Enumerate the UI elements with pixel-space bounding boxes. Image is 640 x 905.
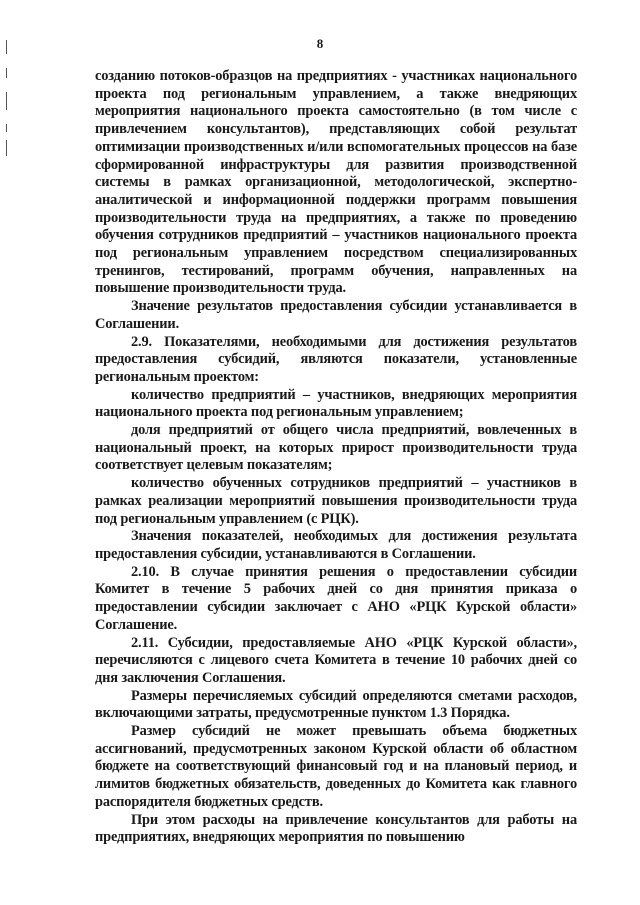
paragraph-result-value: Значение результатов предоставления субсидии устанавливается в Соглашении. <box>95 298 577 332</box>
paragraph-2-11: 2.11. Субсидии, предоставляемые АНО «РЦК Курской области», перечисляются с лицевого счета Комитета в течение 10 рабочих дней со дня заключения Соглашения. <box>95 634 577 686</box>
paragraph-subsidy-limit: Размер субсидий не может превышать объема бюджетных ассигнований, предусмотренных законом Курской области об областном бюджете на соответствующий финансовый год и на плановый период, и лимитов бюджетных обязательств, доведенных до Комитета как главного распорядителя бюджетных средств. <box>95 723 577 810</box>
paragraph-2-9: 2.9. Показателями, необходимыми для достижения результатов предоставления субсидий, являются показатели, установленные региональным проектом: <box>95 333 577 385</box>
paragraph-2-10: 2.10. В случае принятия решения о предоставлении субсидии Комитет в течение 5 рабочих дней со дня принятия приказа о предоставлении субсидии заключает с АНО «РЦК Курской области» Соглашение. <box>95 563 577 633</box>
paragraph-indicator-2: доля предприятий от общего числа предприятий, вовлеченных в национальный проект, на которых прирост производительности труда соответствует целевым показателям; <box>95 422 577 474</box>
paragraph-continuation: созданию потоков-образцов на предприятиях - участниках национального проекта под региональным управлением, а также внедряющих мероприятия национального проекта самостоятельно (в том числе с привлечением консультантов), представляющих собой результат оптимизации производственных и/или вспомогательных процессов на базе сформированной инфраструктуры для развития производственной системы в рамках организационной, методологической, экспертно-аналитической и информационной поддержки программ повышения производительности труда на предприятиях, а также по проведению обучения сотрудников предприятий – участников национального проекта под региональным управлением посредством специализированных тренингов, тестирований, программ обучения, направленных на повышение производительности труда. <box>95 68 577 297</box>
paragraph-indicator-3: количество обученных сотрудников предприятий – участников в рамках реализации мероприятий повышения производительности труда под региональным управлением (с РЦК). <box>95 475 577 527</box>
document-body <box>95 68 577 847</box>
paragraph-subsidy-sizes: Размеры перечисляемых субсидий определяются сметами расходов, включающими затраты, предусмотренные пунктом 1.3 Порядка. <box>95 687 577 722</box>
page-number: 8 <box>316 36 324 51</box>
paragraph-indicator-values: Значения показателей, необходимых для достижения результата предоставления субсидии, устанавливаются в Соглашении. <box>95 528 577 562</box>
paragraph-consultant-expenses: При этом расходы на привлечение консультантов для работы на предприятиях, внедряющих мероприятия по повышению <box>95 811 577 846</box>
paragraph-indicator-1: количество предприятий – участников, внедряющих мероприятия национального проекта под региональным управлением; <box>95 386 577 421</box>
scan-margin-marks <box>6 40 10 160</box>
